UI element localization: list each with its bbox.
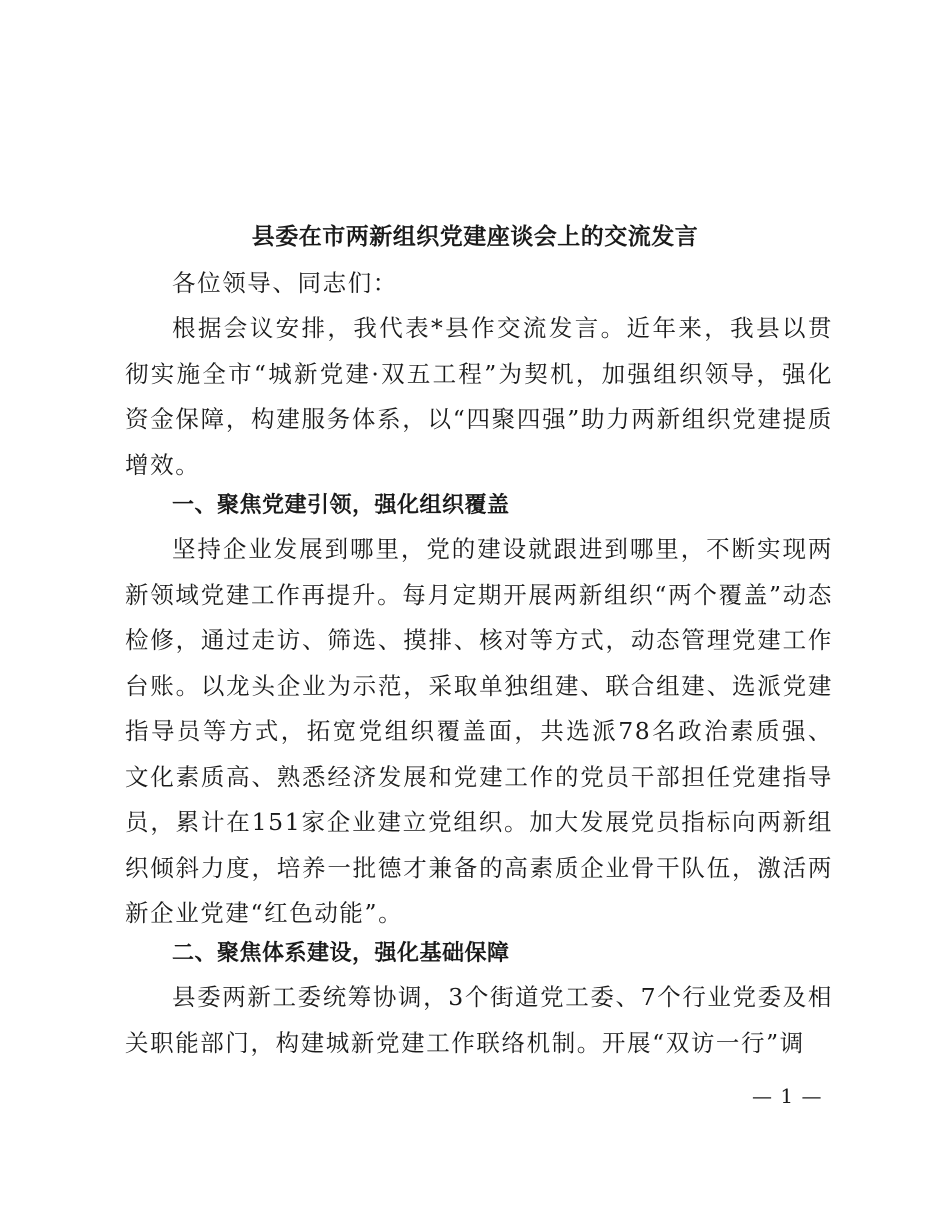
- document-title: 县委在市两新组织党建座谈会上的交流发言: [251, 223, 699, 250]
- section-2-heading: 二、聚焦体系建设，强化基础保障: [172, 941, 510, 966]
- section-1-heading: 一、聚焦党建引领，强化组织覆盖: [172, 493, 510, 518]
- page-number: — 1 —: [752, 1084, 823, 1108]
- salutation: 各位领导、同志们：: [172, 269, 398, 297]
- section-2-paragraph: 县委两新工委统筹协调，3个街道党工委、7个行业党委及相关职能部门，构建城新党建工作联络机制。开展“双访一行”调: [125, 983, 833, 1057]
- intro-paragraph: 根据会议安排，我代表*县作交流发言。近年来，我县以贯彻实施全市“城新党建·双五工程”为契机，加强组织领导，强化资金保障，构建服务体系，以“四聚四强”助力两新组织党建提质增效。: [125, 314, 833, 479]
- section-1-paragraph: 坚持企业发展到哪里，党的建设就跟进到哪里，不断实现两新领域党建工作再提升。每月定期开展两新组织“两个覆盖”动态检修，通过走访、筛选、摸排、核对等方式，动态管理党建工作台账。以龙头企业为示范，采取单独组建、联合组建、选派党建指导员等方式，拓宽党组织覆盖面，共选派78名政治素质强、文化素质高、熟悉经济发展和党建工作的党员干部担任党建指导员，累计在151家企业建立党组织。加大发展党员指标向两新组织倾斜力度，培养一批德才兼备的高素质企业骨干队伍，激活两新企业党建“红色动能”。: [125, 535, 833, 927]
